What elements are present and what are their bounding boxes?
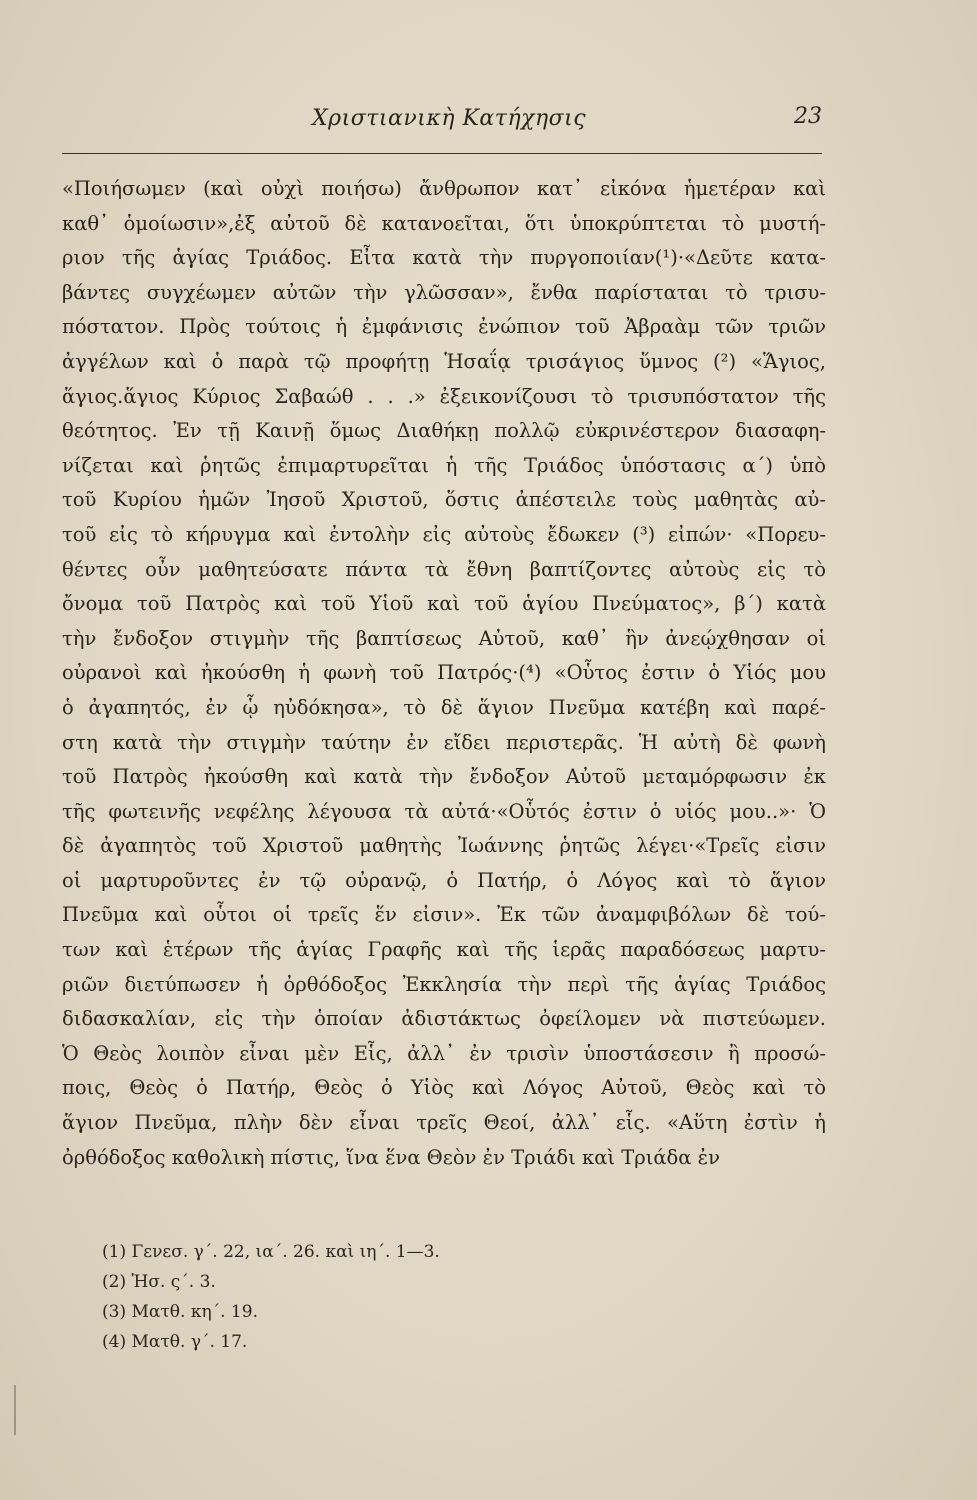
text-line: των καὶ ἑτέρων τῆς ἁγίας Γραφῆς καὶ τῆς ἱερᾶς παραδόσεως μαρτυ-	[62, 938, 826, 962]
text-line: τοῦ εἰς τὸ κήρυγμα καὶ ἐντολὴν εἰς αὐτοὺς ἔδωκεν (³) εἰπών· «Πορευ-	[62, 522, 826, 546]
header-rule	[62, 153, 822, 154]
text-line: οἱ μαρτυροῦντες ἐν τῷ οὐρανῷ, ὁ Πατήρ, ὁ Λόγος καὶ τὸ ἅγιον	[62, 868, 826, 892]
text-line: οὐρανοὶ καὶ ἠκούσθη ἡ φωνὴ τοῦ Πατρός·(⁴) «Οὗτος ἐστιν ὁ Υἱός μου	[62, 661, 826, 685]
margin-mark	[14, 1385, 16, 1435]
text-line: βάντες συγχέωμεν αὐτῶν τὴν γλῶσσαν», ἔνθα παρίσταται τὸ τρισυ-	[62, 280, 826, 304]
text-line: ὀρθόδοξος καθολικὴ πίστις, ἵνα ἕνα Θεὸν ἐν Τριάδι καὶ Τριάδα ἐν	[62, 1145, 720, 1169]
footnotes	[102, 1237, 602, 1357]
text-line: τὴν ἔνδοξον στιγμὴν τῆς βαπτίσεως Αὐτοῦ, καθ᾽ ἣν ἀνεῴχθησαν οἱ	[62, 626, 826, 650]
text-line: ἅγιος.ἅγιος Κύριος Σαβαώθ . . .» ἐξεικονίζουσι τὸ τρισυπόστατον τῆς	[62, 384, 826, 408]
text-line: διδασκαλίαν, εἰς τὴν ὁποίαν ἀδιστάκτως ὀφείλομεν νὰ πιστεύωμεν.	[62, 1007, 826, 1031]
text-line: τῆς φωτεινῆς νεφέλης λέγουσα τὰ αὐτά·«Οὗτός ἐστιν ὁ υἱός μου..»· Ὁ	[62, 799, 826, 823]
text-line: θέντες οὖν μαθητεύσατε πάντα τὰ ἔθνη βαπτίζοντες αὐτοὺς εἰς τὸ	[62, 557, 826, 581]
text-line: Ὁ Θεὸς λοιπὸν εἶναι μὲν Εἷς, ἀλλ᾽ ἐν τρισὶν ὑποστάσεσιν ἢ προσώ-	[62, 1041, 826, 1065]
text-line: «Ποιήσωμεν (καὶ οὐχὶ ποιήσω) ἄνθρωπον κατ᾽ εἰκόνα ἡμετέραν καὶ	[62, 177, 826, 200]
text-line: ὁ ἀγαπητός, ἐν ᾧ ηὐδόκησα», τὸ δὲ ἅγιον Πνεῦμα κατέβη καὶ παρέ-	[62, 695, 826, 719]
running-title: Χριστιανικὴ Κατήχησις	[312, 106, 587, 131]
text-line: δὲ ἀγαπητὸς τοῦ Χριστοῦ μαθητὴς Ἰωάννης ῥητῶς λέγει·«Τρεῖς εἰσιν	[62, 834, 826, 858]
page-number: 23	[794, 104, 822, 129]
footnote: (4) Ματθ. γ΄. 17.	[102, 1332, 248, 1352]
text-line: καθ᾽ ὁμοίωσιν»,ἐξ αὐτοῦ δὲ κατανοεῖται, ὅτι ὑποκρύπτεται τὸ μυστή-	[62, 211, 826, 235]
text-line: ριον τῆς ἁγίας Τριάδος. Εἶτα κατὰ τὴν πυργοποιίαν(¹)·«Δεῦτε κατα-	[62, 246, 826, 270]
text-line: ριῶν διετύπωσεν ἡ ὀρθόδοξος Ἐκκλησία τὴν περὶ τῆς ἁγίας Τριάδος	[62, 972, 826, 996]
text-line: ἅγιον Πνεῦμα, πλὴν δὲν εἶναι τρεῖς Θεοί, ἀλλ᾽ εἷς. «Αὕτη ἐστὶν ἡ	[62, 1111, 826, 1135]
footnote: (1) Γενεσ. γ΄. 22, ια΄. 26. καὶ ιη΄. 1—3.	[102, 1242, 440, 1262]
text-line: τοῦ Πατρὸς ἠκούσθη καὶ κατὰ τὴν ἔνδοξον Αὐτοῦ μεταμόρφωσιν ἐκ	[62, 765, 826, 789]
text-line: ποις, Θεὸς ὁ Πατήρ, Θεὸς ὁ Υἱὸς καὶ Λόγος Αὐτοῦ, Θεὸς καὶ τὸ	[62, 1076, 826, 1100]
text-line: θεότητος. Ἐν τῇ Καινῇ ὅμως Διαθήκῃ πολλῷ εὐκρινέστερον διασαφη-	[62, 419, 826, 443]
body-text	[62, 172, 826, 1175]
text-line: νίζεται καὶ ῥητῶς ἐπιμαρτυρεῖται ἡ τῆς Τριάδος ὑπόστασις α΄) ὑπὸ	[62, 453, 826, 477]
text-line: τοῦ Κυρίου ἡμῶν Ἰησοῦ Χριστοῦ, ὅστις ἀπέστειλε τοὺς μαθητὰς αὐ-	[62, 488, 826, 512]
footnote: (2) Ἡσ. ς΄. 3.	[102, 1272, 216, 1292]
footnote: (3) Ματθ. κη΄. 19.	[102, 1302, 258, 1322]
text-line: ὄνομα τοῦ Πατρὸς καὶ τοῦ Υἱοῦ καὶ τοῦ ἁγίου Πνεύματος», β΄) κατὰ	[62, 592, 826, 616]
text-line: πόστατον. Πρὸς τούτοις ἡ ἐμφάνισις ἐνώπιον τοῦ Ἀβραὰμ τῶν τριῶν	[62, 315, 826, 339]
running-header	[62, 104, 822, 144]
text-line: ἀγγέλων καὶ ὁ παρὰ τῷ προφήτῃ Ἡσαΐᾳ τρισάγιος ὕμνος (²) «Ἅγιος,	[62, 349, 826, 373]
text-line: στη κατὰ τὴν στιγμὴν ταύτην ἐν εἴδει περιστερᾶς. Ἡ αὐτὴ δὲ φωνὴ	[62, 730, 826, 754]
text-line: Πνεῦμα καὶ οὗτοι οἱ τρεῖς ἕν εἰσιν». Ἐκ τῶν ἀναμφιβόλων δὲ τού-	[62, 903, 826, 927]
